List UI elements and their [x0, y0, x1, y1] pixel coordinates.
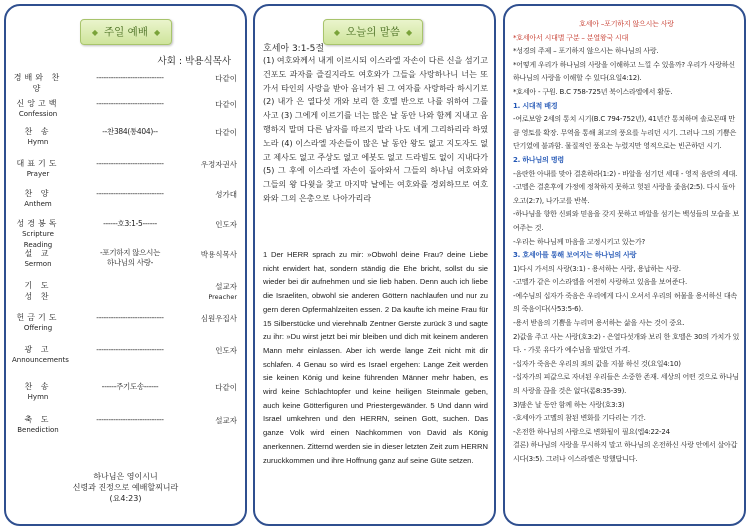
order-item-ko: 경배와 찬양 — [13, 73, 63, 93]
order-item-person — [185, 415, 237, 426]
order-item-ko: 신앙고백 — [16, 99, 60, 108]
worship-leader: 사회 : 박용식목사 — [157, 56, 231, 67]
note-line: -십자가 죽음은 우리의 죄의 값을 지불 하신 것(요일4:10) — [513, 359, 681, 368]
order-person-name: 인도자 — [215, 220, 237, 229]
closing-verse — [6, 471, 245, 504]
order-person-name: 박용식목사 — [200, 250, 237, 259]
section-2-list — [513, 168, 740, 250]
order-item-detail: ---------------------------- — [96, 345, 164, 354]
sermon-notes — [513, 18, 740, 467]
section-1-title: 1. 시대적 배경 — [513, 101, 558, 110]
order-person-name: 성가대 — [215, 190, 237, 199]
order-item-detail: ---------------------------- — [96, 159, 164, 168]
sermon-notes-panel — [503, 4, 746, 526]
order-item-person — [185, 73, 237, 84]
order-item-ko: 성경봉독 — [16, 219, 60, 228]
order-item-en: Scripture Reading — [22, 230, 54, 249]
scripture-banner: ◆ 오늘의 말씀 ◆ — [323, 19, 423, 45]
note-line: -음란한 아내를 맞아 결혼하라(1:2) - 바알을 섬기던 세대 - 영적 음란의 세대. — [513, 169, 738, 178]
note-line: -고멜은 결혼후에 가정에 정착하지 못하고 헛된 사랑을 좇음(2:5). 다시 돌아오고(2:7), 나가고를 반복. — [513, 183, 736, 205]
order-row — [6, 98, 245, 126]
order-row — [6, 188, 245, 216]
scripture-reference: 호세아 3:1-5절 — [263, 44, 325, 54]
order-item-detail: ------주기도송------ — [101, 382, 159, 391]
order-item-detail: ---------------------------- — [96, 313, 164, 322]
note-line: 2)값을 주고 사는 사랑(호3:2) - 은열다섯개와 보리 한 호멜은 30의 가치가 있다. - 가롯 유다가 예수님을 팔았던 가격. — [513, 332, 740, 355]
section-2-title: 2. 하나님의 명령 — [513, 155, 564, 164]
note-line: -고멜가 같은 이스라엘을 여전히 사랑하고 있음을 보여준다. — [513, 278, 687, 287]
order-person-name: 다같이 — [215, 383, 237, 392]
order-item-label — [12, 280, 64, 302]
order-item-label — [12, 126, 64, 148]
sermon-title: 호세아 –포기하지 않으시는 사랑 — [579, 20, 674, 28]
order-item-ko: 기 도 성 찬 — [24, 281, 52, 301]
order-item-person — [185, 249, 237, 260]
order-item-person — [185, 127, 237, 138]
order-item-person — [185, 281, 237, 303]
note-line: *호세아 - 구원. B.C 758-725년 북이스라엘에서 활동. — [513, 87, 673, 96]
order-person-name: 다같이 — [215, 100, 237, 109]
order-item-ko: 찬 송 — [24, 382, 52, 391]
note-line: *어떻게 우리가 하나님의 사랑을 이해하고 느낄 수 있을까? 우리가 사랑하신 하나님의 사랑을 이해할 수 있다(요일4:12). — [513, 60, 735, 83]
order-item-detail: ---------------------------- — [96, 189, 164, 198]
order-item-label — [12, 72, 64, 94]
order-item-ko: 대표기도 — [16, 159, 60, 168]
order-item-en: Offering — [23, 324, 53, 332]
scripture-panel — [253, 4, 496, 526]
order-item-ko: 축 도 — [24, 415, 52, 424]
order-item-ko: 설 교 — [24, 249, 52, 258]
note-line: -온전한 하나님의 사람으로 변화될이 필요(엡4:22-24 — [513, 427, 670, 436]
order-row — [6, 72, 245, 100]
order-person-name: 설교자 — [215, 416, 237, 425]
note-line: 3)많은 날 동안 함께 하는 사랑(호3:3) — [513, 400, 625, 409]
order-row — [6, 248, 245, 276]
order-item-en: Announcements — [12, 356, 69, 364]
order-item-en: Benediction — [17, 426, 59, 434]
sermon-subtitle: *호세아서 시대별 구분 – 분열왕국 시대 — [513, 33, 629, 42]
order-item-person — [185, 159, 237, 170]
closing-line: 하나님은 영이시니 — [93, 472, 158, 481]
order-item-label — [12, 218, 64, 251]
order-item-detail: ---------------------------- — [96, 99, 164, 108]
closing-line: 신령과 진정으로 예배할찌니라 — [72, 483, 179, 492]
order-row — [6, 158, 245, 186]
order-item-label — [12, 158, 64, 180]
scripture-german: 1 Der HERR sprach zu mir: »Obwohl deine Frau? deine Liebe nicht erwidert hat, sondern ständig die Ehe bricht, sollst du sie wieder bei dir aufnehmen und sie lieb haben. Denn auch ich liebe die Israeliten, obwohl sie anderen Göttern nachlaufen und nur zu gern deren Opfermahlzeiten essen. 2 Da kaufte ich meine Frau für 15 Silberstücke und vierehnalb Zentner Gerste zurück 3 und sagte zu ihr: »Du wirst jetzt bei mir bleiben und dich mit keinem anderen Mann mehr einlassen. Aber ich werde lange Zeit nicht mit dir schlafen. 4 Genau so wird es Israel ergehen: Lange Zeit werden sie keinen König und keine führenden Männer mehr haben, es wird keine Schlachtopfer und keine heiligen Steinmale geben, auch keine Götterfiguren und Priestergewänder. 5 Und dann wird Israel umkehren und den HERRN, seinen Gott, suchen. Das ganze Volk wird einen Nachkommen von David als König anerkennen. Zitternd werden sie in dieser letzten Zeit zum HERRN zuruckkommen und ihre Hoffnung ganz auf seine Güte setzen. — [263, 250, 488, 465]
order-row — [6, 280, 245, 308]
section-3-list — [513, 263, 740, 467]
note-line: -여로보암 2세의 통치 시기(B.C 794-752년), 41년간 통치하며 솔로몬때 만큼 영토를 확장. 무역을 통해 최고의 풍요를 누리던 시기. 그러나 그의 기쁨은 단기였에 불과함. 물질적인 풍요는 누렸지만 영적으로는 빈곤하던 시기. — [513, 115, 737, 151]
order-row — [6, 414, 245, 442]
order-item-person — [185, 219, 237, 230]
order-row — [6, 126, 245, 154]
order-person-role: Preacher — [208, 293, 237, 301]
order-item-en: Hymn — [27, 138, 49, 146]
order-person-name: 인도자 — [215, 346, 237, 355]
order-item-detail: ---------------------------- — [96, 415, 164, 424]
intro-list — [513, 45, 740, 99]
closing-line: (요4:23) — [109, 494, 142, 503]
order-person-name: 다같이 — [215, 74, 237, 83]
order-item-ko: 헌금기도 — [16, 313, 60, 322]
note-line: *성경의 주제 – 포기하지 않으시는 하나님의 사랑. — [513, 47, 659, 56]
order-item-en: Sermon — [24, 260, 52, 268]
order-item-en: Hymn — [27, 393, 49, 401]
order-item-label — [12, 98, 64, 120]
order-row — [6, 381, 245, 409]
order-person-name: 우정자권사 — [200, 160, 237, 169]
order-item-en: Anthem — [24, 200, 52, 208]
order-item-label — [12, 414, 64, 436]
order-item-label — [12, 248, 64, 270]
order-item-person — [185, 345, 237, 356]
order-item-person — [185, 382, 237, 393]
order-item-label — [12, 312, 64, 334]
section-1-list — [513, 113, 740, 154]
order-row — [6, 344, 245, 372]
order-item-person — [185, 99, 237, 110]
order-item-person — [185, 313, 237, 324]
worship-order-panel — [4, 4, 247, 526]
order-person-name: 심원우집사 — [200, 314, 237, 323]
order-item-detail: --찬384(통404)-- — [102, 127, 158, 136]
order-item-ko: 찬 송 — [24, 127, 52, 136]
order-item-detail: -포기하지 않으시는 하나님의 사랑- — [99, 248, 161, 267]
note-line: 1)다시 가서의 사랑(3:1) - 용서하는 사랑, 용납하는 사랑. — [513, 264, 681, 273]
note-line: -호세아가 고멜의 참된 변화를 기다리는 기간. — [513, 414, 646, 423]
order-item-en: Prayer — [26, 170, 50, 178]
note-line: -십자가의 피값으로 자녀된 우리들은 소중한 존재. 세상의 어떤 것으로 하나님의 사랑을 끊을 것은 없다(롬8:35-39). — [513, 373, 739, 396]
order-person-name: 다같이 — [215, 128, 237, 137]
order-item-ko: 찬 양 — [24, 189, 52, 198]
note-line: -하나님을 향한 신뢰와 믿음을 갖지 못하고 바알을 섬기는 백성들의 모습을 보여주는 것. — [513, 210, 739, 232]
order-item-detail: ---------------------------- — [96, 73, 164, 82]
note-line: -용서 받음의 기쁨을 누리며 용서하는 삶을 사는 것이 중요. — [513, 319, 685, 328]
order-item-label — [12, 344, 69, 366]
order-item-person — [185, 189, 237, 200]
order-item-label — [12, 381, 64, 403]
order-item-ko: 광 고 — [24, 345, 52, 354]
note-line: 결론) 하나님의 사랑을 무시하지 말고 하나님의 온전하신 사랑 안에서 살아갑시다(3:5). 그러나 이스라엘은 망했답니다. — [513, 441, 738, 463]
order-row — [6, 312, 245, 340]
order-row — [6, 218, 245, 249]
worship-banner: ◆ 주일 예배 ◆ — [80, 19, 172, 45]
order-item-detail: ------호3:1-5------ — [103, 219, 157, 228]
order-item-label — [12, 188, 64, 210]
order-item-en: Confession — [18, 110, 58, 118]
section-3-title: 3. 호세아를 통해 보여지는 하나님의 사랑 — [513, 251, 637, 260]
note-line: -예수님의 십자가 죽음은 우리에게 다시 오셔서 우리의 허물을 용서하신 대속의 죽음이다(사53:5-6). — [513, 291, 737, 314]
order-person-name: 설교자 — [215, 282, 237, 291]
note-line: -우리는 하나님께 마음을 고정시키고 있는가? — [513, 237, 646, 246]
scripture-korean: (1) 여호와께서 내게 이르시되 이스라엘 자손이 다른 신을 섬기고 건포도 과자를 즐길지라도 여호와가 그들을 사랑하나니 너는 또 가서 타인의 사랑을 받아 음녀가 된 그 여자를 사랑하라 하시기로 (2) 내가 은 열다섯 개와 보리 한 호멜 반으로 나를 위하여 그를 사고 (3) 그에게 이르기를 너는 많은 날 동안 나와 함께 지내고 음행하지 말며 다른 남자를 따르지 말라 나도 네게 그리하리라 하였노라 (4) 이스라엘 자손들이 많은 날 동안 왕도 없고 지도자도 없고 제사도 없고 주상도 없고 에봇도 없고 드라빔도 없이 지내다가 (5) 그 후에 이스라엘 자손이 돌아와서 그들의 하나님 여호와와 그들의 왕 다윗을 찾고 마지막 날에는 여호와를 경외하므로 여호와와 그의 은총으로 나아가리라 — [263, 56, 488, 203]
